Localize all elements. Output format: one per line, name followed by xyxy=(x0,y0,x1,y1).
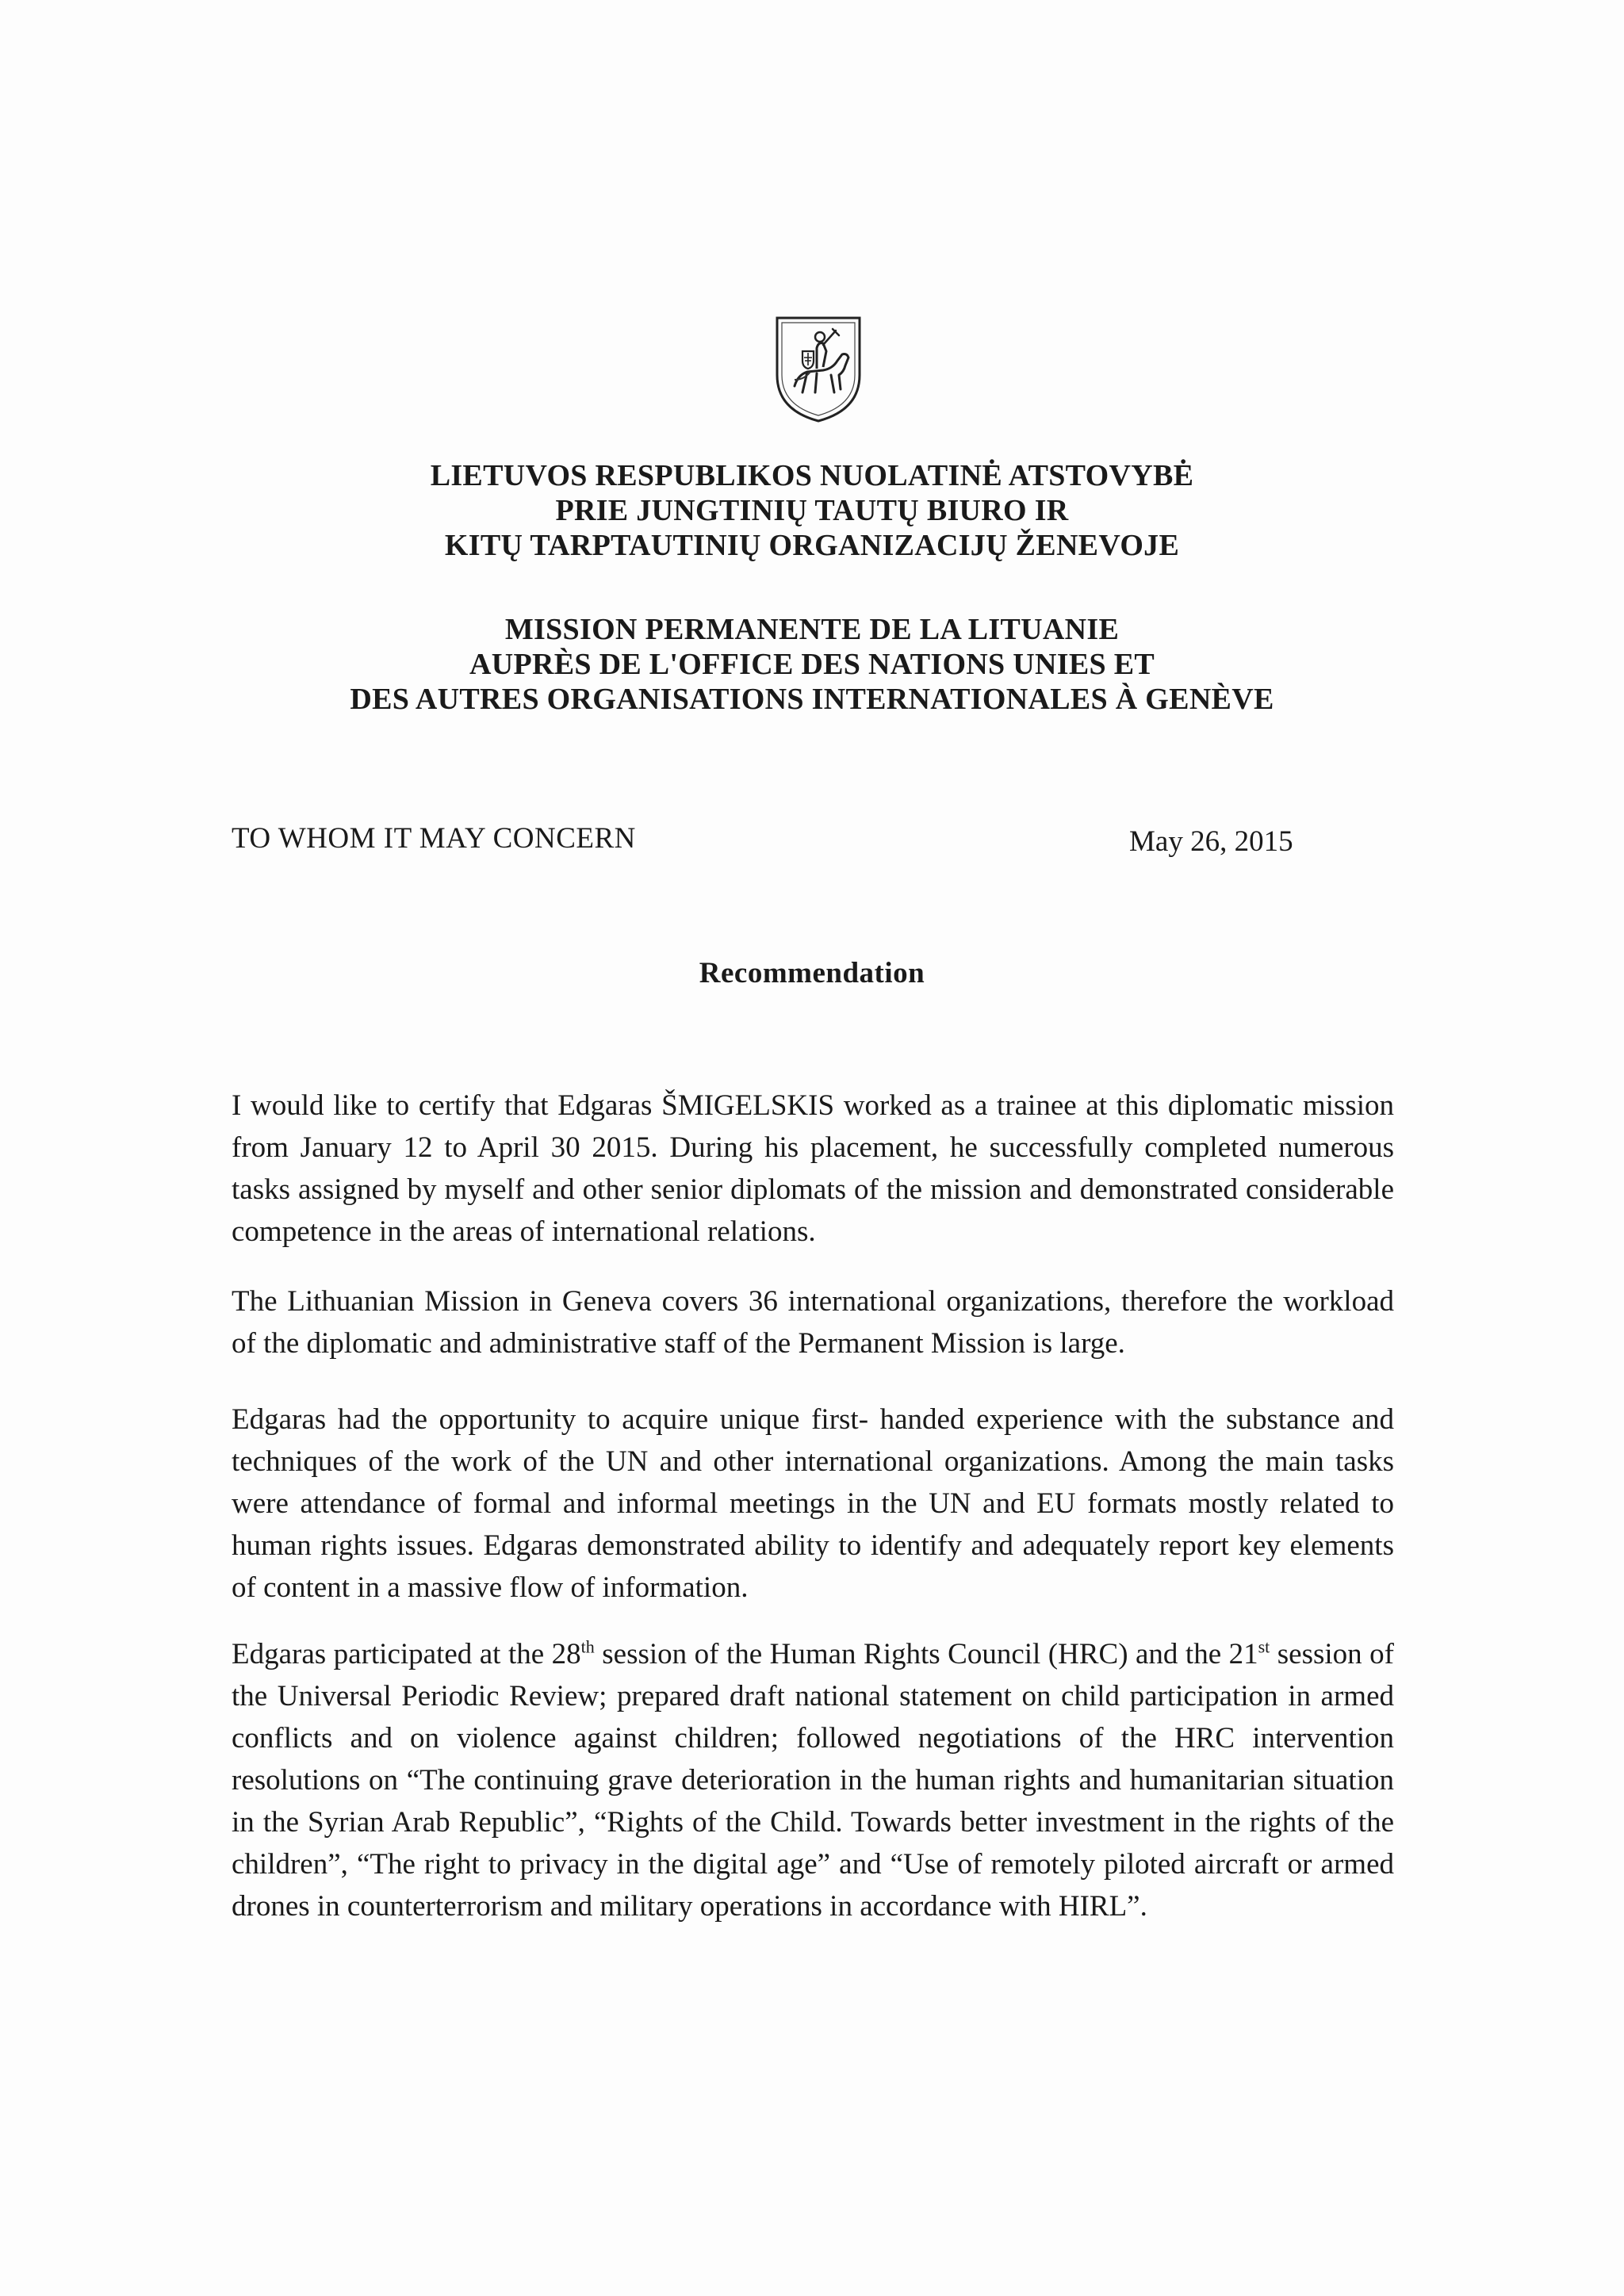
ordinal-suffix: st xyxy=(1258,1636,1270,1657)
header-line: AUPRÈS DE L'OFFICE DES NATIONS UNIES ET xyxy=(469,648,1155,681)
paragraph-text: The Lithuanian Mission in Geneva covers 36 international organizations, therefore the workload of the diplomatic and administrative staff of the Permanent Mission is large. xyxy=(232,1285,1394,1360)
paragraph-4 xyxy=(232,1633,1394,1927)
paragraph-text-part: session of the Universal Periodic Review; prepared draft national statement on child participation in armed conflicts and on violence against children; followed negotiations of the HRC intervention resolutions on “The continuing grave deterioration in the human rights and humanitarian situation in the Syrian Arab Republic”, “Rights of the Child. Towards better investment in the rights of the children”, “The right to privacy in the digital age” and “Use of remotely piloted aircraft or armed drones in counterterrorism and military operations in accordance with HIRL”. xyxy=(232,1638,1394,1923)
ordinal-suffix: th xyxy=(580,1636,595,1657)
header-lithuanian xyxy=(0,458,1624,563)
addressee: TO WHOM IT MAY CONCERN xyxy=(232,822,636,855)
document-title: Recommendation xyxy=(699,957,925,989)
paragraph-3 xyxy=(232,1399,1394,1609)
paragraph-text: I would like to certify that Edgaras ŠMIGELSKIS worked as a trainee at this diplomatic mission from January 12 to April 30 2015. During his placement, he successfully completed numerous tasks assigned by myself and other senior diplomats of the mission and demonstrated considerable competence in the areas of international relations. xyxy=(232,1089,1394,1248)
header-line: PRIE JUNGTINIŲ TAUTŲ BIURO IR xyxy=(555,494,1069,527)
paragraph-2 xyxy=(232,1280,1394,1364)
paragraph-text-part: session of the Human Rights Council (HRC) and the 21 xyxy=(594,1638,1258,1670)
paragraph-text xyxy=(232,1633,1394,1927)
header-line: DES AUTRES ORGANISATIONS INTERNATIONALES À GENÈVE xyxy=(350,683,1274,716)
paragraph-text-part: Edgaras participated at the 28 xyxy=(232,1638,581,1670)
header-line: LIETUVOS RESPUBLIKOS NUOLATINĖ ATSTOVYBĖ xyxy=(430,459,1194,492)
header-line: KITŲ TARPTAUTINIŲ ORGANIZACIJŲ ŽENEVOJE xyxy=(444,529,1180,562)
lithuanian-coat-of-arms-icon xyxy=(771,313,866,424)
paragraph-1 xyxy=(232,1085,1394,1253)
paragraph-text: Edgaras had the opportunity to acquire unique first- handed experience with the substance and techniques of the work of the UN and other international organizations. Among the main tasks were attendance of formal and informal meetings in the UN and EU formats mostly related to human rights issues. Edgaras demonstrated ability to identify and adequately report key elements of content in a massive flow of information. xyxy=(232,1403,1394,1604)
letter-date: May 26, 2015 xyxy=(1129,825,1293,858)
header-line: MISSION PERMANENTE DE LA LITUANIE xyxy=(504,613,1120,646)
header-french xyxy=(0,612,1624,717)
